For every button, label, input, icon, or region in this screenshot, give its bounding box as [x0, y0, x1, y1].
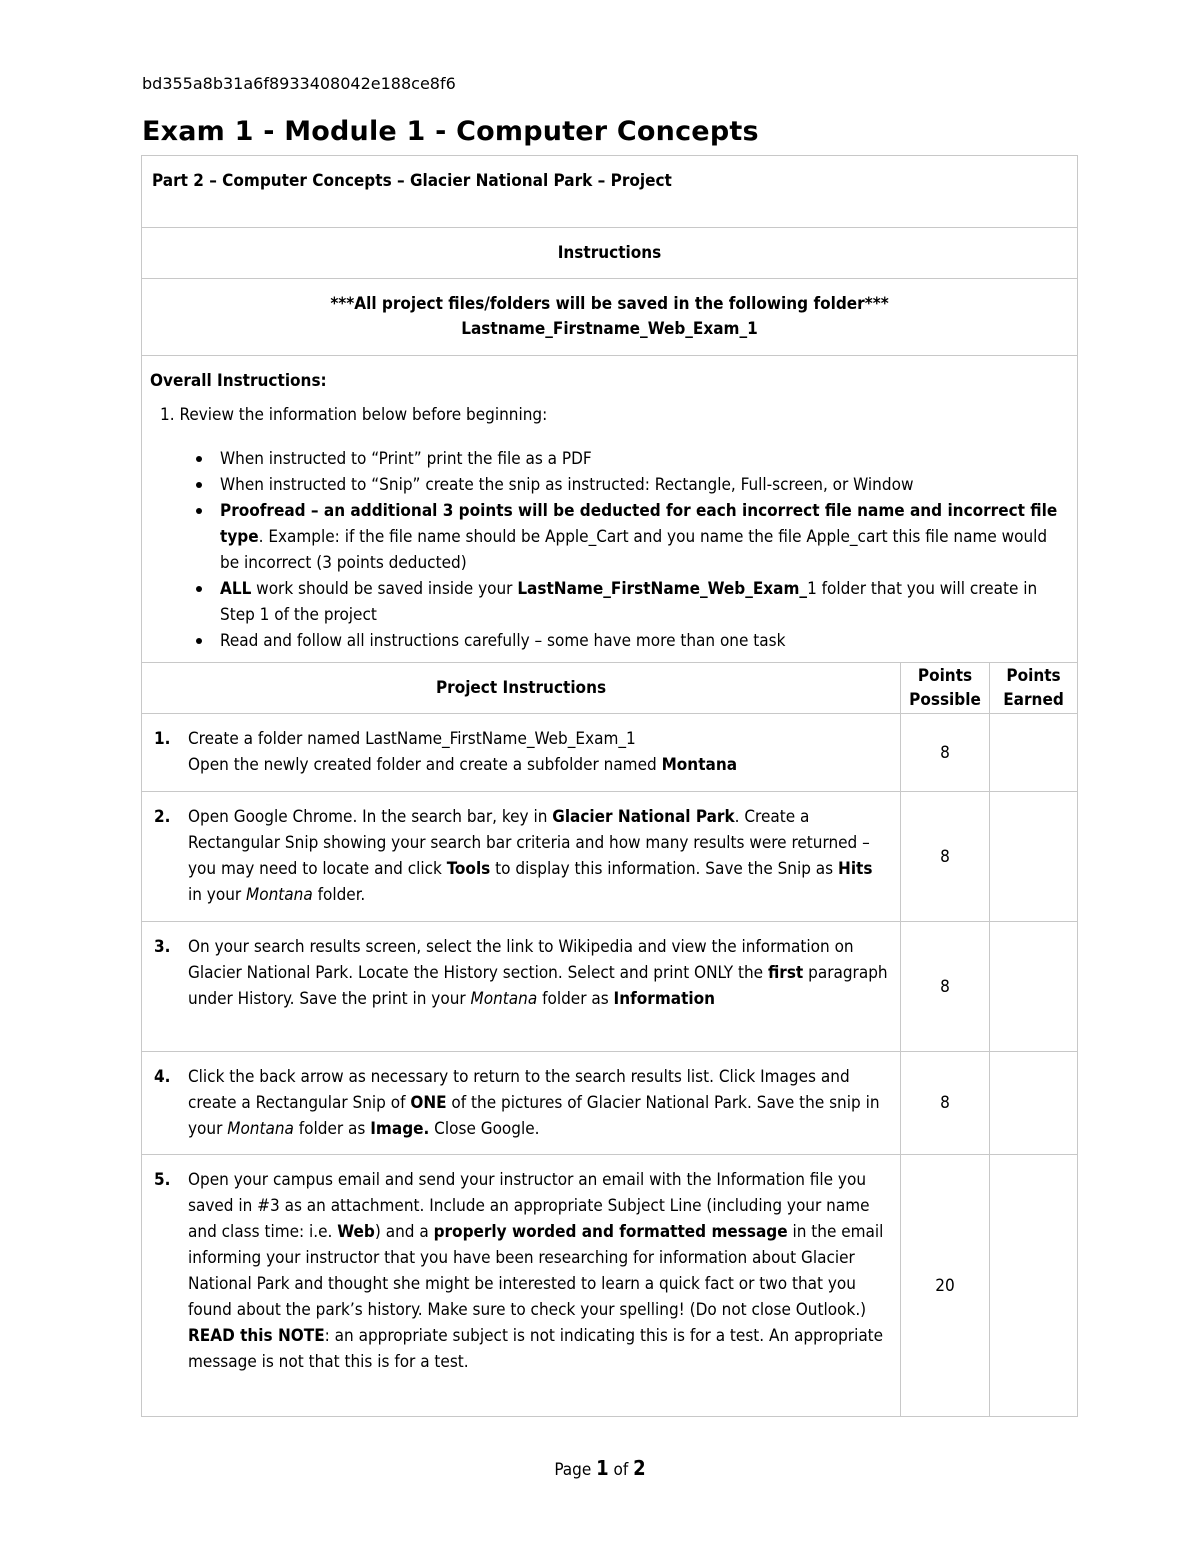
task-text: [188, 1167, 888, 1375]
points-earned: [990, 792, 1078, 922]
task-number: 4.: [154, 1067, 171, 1087]
task-text-part: folder as: [537, 989, 614, 1009]
task-bold: Web: [337, 1222, 375, 1242]
points-possible: 8: [901, 1052, 990, 1155]
document-id: bd355a8b31a6f8933408042e188ce8f6: [142, 74, 456, 93]
task-text-part: : an appropriate subject is not indicating this is for a test. An appropriate message is not that this is for a test.: [188, 1326, 884, 1372]
task-text-part: ) and a: [374, 1222, 434, 1242]
header-text: Points: [1006, 666, 1061, 686]
document-title: Exam 1 - Module 1 - Computer Concepts: [142, 116, 759, 147]
overall-bullets: [150, 446, 1065, 654]
task-row: [142, 714, 1078, 792]
bullet-text: Read and follow all instructions carefully – some have more than one task: [220, 631, 786, 651]
task-line: Create a folder named LastName_FirstName_Web_Exam_1: [188, 729, 636, 749]
header-points-earned: [990, 663, 1078, 714]
page-footer: [0, 1456, 1200, 1480]
task-text-part: Open your campus email and send your instructor an email with the Information file you saved in #3 as an attachment. Include an appropriate Subject Line (including your name and class time: i.e.: [188, 1170, 870, 1242]
step-number: 1.: [160, 405, 175, 425]
part-row: [142, 156, 1078, 228]
task-text-part: of the pictures of Glacier National Park. Save the snip in your: [188, 1093, 880, 1139]
task-text-part: paragraph under History. Save the print in your: [188, 963, 888, 1009]
overall-heading: Overall Instructions:: [150, 371, 327, 391]
overall-row: [142, 356, 1078, 663]
task-text-cell: [142, 1052, 901, 1155]
task-number: 1.: [154, 729, 171, 749]
task-bold: first: [767, 963, 804, 983]
instructions-row: [142, 228, 1078, 279]
points-earned: [990, 1155, 1078, 1417]
points-possible: 8: [901, 792, 990, 922]
task-bold: Glacier National Park: [552, 807, 735, 827]
folder-row: [142, 279, 1078, 356]
task-text-part: to display this information. Save the Snip as: [490, 859, 839, 879]
task-row: [142, 1155, 1078, 1417]
task-text-cell: [142, 792, 901, 922]
task-text-part: On your search results screen, select the link to Wikipedia and view the information on Glacier National Park. Locate the History section. Select and print ONLY the: [188, 937, 854, 983]
header-text: Possible: [909, 690, 981, 710]
task-number: 2.: [154, 807, 171, 827]
task-text-cell: [142, 1155, 901, 1417]
task-italic: Montana: [470, 989, 538, 1009]
task-text: [188, 726, 888, 778]
task-bold: Information: [613, 989, 716, 1009]
bullet-text: When instructed to “Print” print the file as a PDF: [220, 449, 592, 469]
bullet-text: When instructed to “Snip” create the snip as instructed: Rectangle, Full-screen, or Window: [220, 475, 914, 495]
task-number: 5.: [154, 1170, 171, 1190]
task-bold: ONE: [410, 1093, 447, 1113]
points-possible: 8: [901, 714, 990, 792]
folder-name: Lastname_Firstname_Web_Exam_1: [461, 319, 758, 339]
bullet-item: [220, 576, 1065, 628]
task-text: [188, 804, 888, 908]
task-italic: Montana: [246, 885, 313, 905]
page-number: 1: [596, 1456, 609, 1480]
task-bold: Montana: [661, 755, 738, 775]
part-heading: Part 2 – Computer Concepts – Glacier National Park – Project: [142, 156, 1078, 228]
task-line: Open the newly created folder and create a subfolder named: [188, 755, 662, 775]
folder-note: ***All project files/folders will be saved in the following folder***: [330, 294, 889, 314]
task-text-part: folder as: [293, 1119, 371, 1139]
instructions-heading: Instructions: [142, 228, 1078, 279]
task-text-part: Click the back arrow as necessary to return to the search results list. Click Images and create a Rectangular Snip of: [188, 1067, 850, 1113]
table-header-row: [142, 663, 1078, 714]
bullet-bold: Proofread – an additional 3 points will be deducted for each incorrect file name and incorrect file type: [220, 501, 1058, 547]
task-text-part: folder.: [312, 885, 366, 905]
bullet-bold: LastName_FirstName_Web_Exam_: [517, 579, 808, 599]
task-text-cell: [142, 714, 901, 792]
header-project-instructions: Project Instructions: [142, 663, 901, 714]
points-earned: [990, 1052, 1078, 1155]
exam-table: [141, 155, 1078, 1417]
task-text-part: . Create a Rectangular Snip showing your search bar criteria and how many results were returned – you may need to locate and click: [188, 807, 870, 879]
page-total: 2: [633, 1456, 646, 1480]
task-bold: READ this NOTE: [188, 1326, 325, 1346]
task-bold: Image.: [370, 1119, 430, 1139]
bullet-item: [220, 628, 1065, 654]
task-italic: Montana: [227, 1119, 294, 1139]
task-bold: Tools: [446, 859, 491, 879]
task-row: [142, 922, 1078, 1052]
task-text: [188, 934, 888, 1012]
header-text: Earned: [1003, 690, 1064, 710]
task-text-part: in the email informing your instructor that you have been researching for information about Glacier National Park and thought she might be interested to learn a quick fact or two that you found about the park’s history. Make sure to check your spelling! (Do not close Outlook.): [188, 1222, 884, 1320]
task-text: [188, 1064, 888, 1142]
task-text-cell: [142, 922, 901, 1052]
bullet-item: [220, 498, 1065, 576]
points-possible: 20: [901, 1155, 990, 1417]
points-possible: 8: [901, 922, 990, 1052]
bullet-bold: ALL: [220, 579, 252, 599]
bullet-text: 1 folder that you will create in Step 1 of the project: [220, 579, 1038, 625]
task-bold: Hits: [838, 859, 873, 879]
footer-text: of: [608, 1460, 634, 1480]
footer-text: Page: [554, 1460, 597, 1480]
header-points-possible: [901, 663, 990, 714]
bullet-item: [220, 446, 1065, 472]
task-text-part: in your: [188, 885, 247, 905]
points-earned: [990, 714, 1078, 792]
overall-step: [160, 402, 1065, 428]
task-bold: properly worded and formatted message: [433, 1222, 788, 1242]
folder-note-cell: [142, 279, 1078, 356]
header-text: Points: [917, 666, 973, 686]
overall-instructions: [142, 356, 1078, 663]
bullet-text: work should be saved inside your: [251, 579, 518, 599]
bullet-text: . Example: if the file name should be Apple_Cart and you name the file Apple_cart this file name would be incorrect (3 points deducted): [220, 527, 1048, 573]
points-earned: [990, 922, 1078, 1052]
step-text: Review the information below before beginning:: [179, 405, 548, 425]
task-number: 3.: [154, 937, 171, 957]
task-row: [142, 792, 1078, 922]
bullet-item: [220, 472, 1065, 498]
task-row: [142, 1052, 1078, 1155]
task-text-part: Open Google Chrome. In the search bar, key in: [188, 807, 553, 827]
task-text-part: Close Google.: [429, 1119, 540, 1139]
